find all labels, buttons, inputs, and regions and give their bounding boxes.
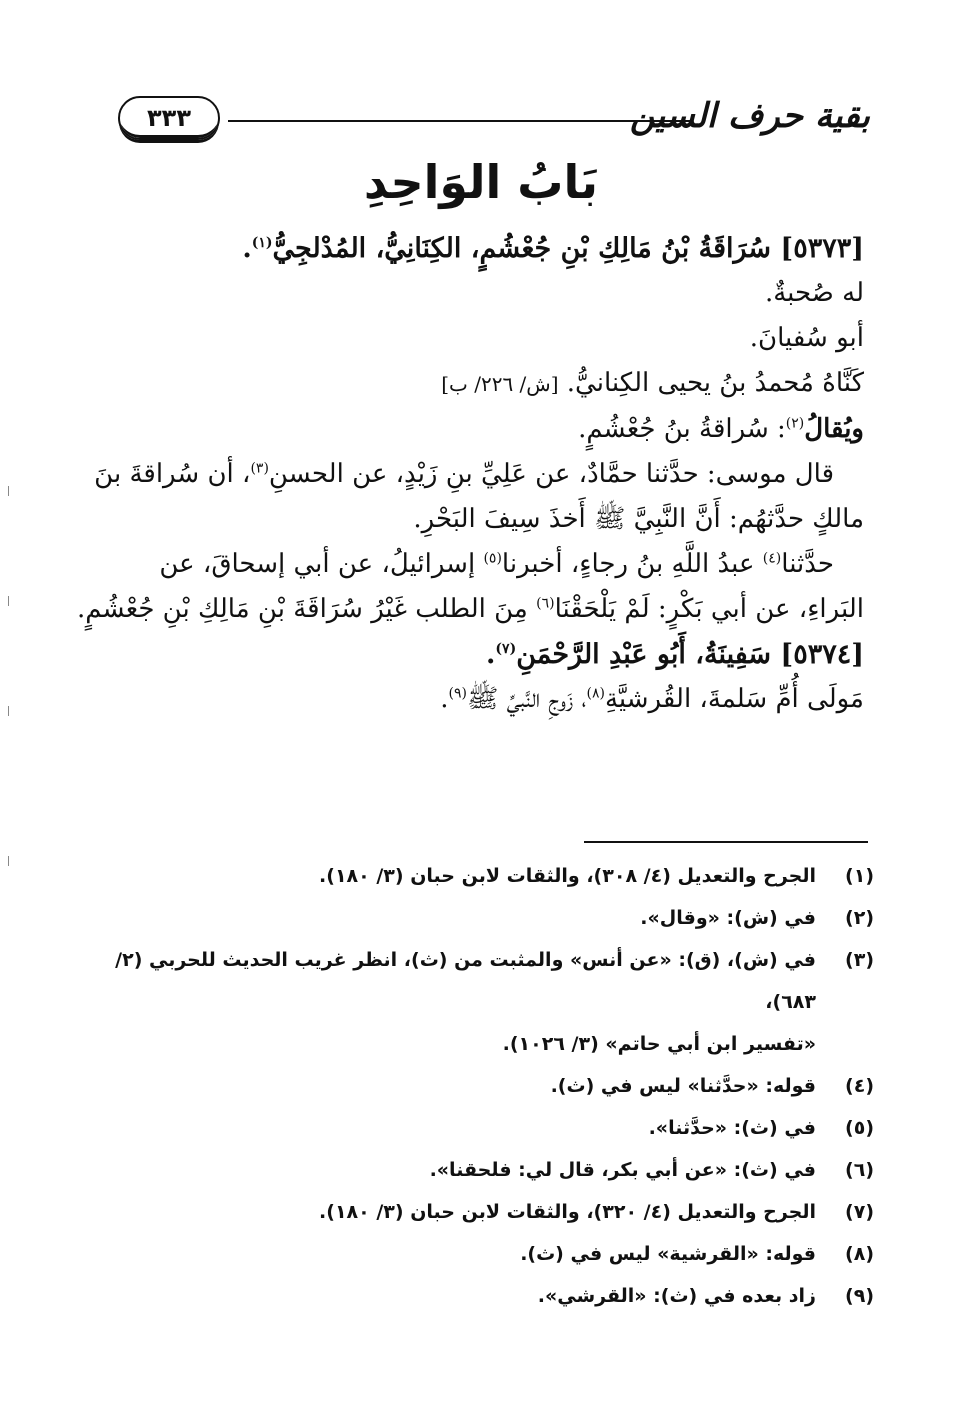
main-text [77,226,864,722]
footnote-text [84,939,816,1065]
footnote-ref[interactable]: (٥) [483,550,502,567]
narration-2-line-1 [124,542,864,587]
scan-mark [8,706,9,716]
entry-heading-text: [٥٣٧٤] سَفِينَةُ، أَبُو عَبْدِ الرَّحْمَنِ [516,639,864,670]
footnote-text: قوله: «حدَّثنا» ليس في (ث). [550,1075,816,1097]
footnote-text: في (ث): «عن أبي بكر، قال لي: فلحقنا». [429,1159,816,1181]
header-rule [228,120,692,122]
punctuation: . [486,639,496,670]
running-header [118,88,870,150]
footnote-item [84,1065,874,1107]
footnote-text-line: في (ش)، (ق): «عن أنس» والمثبت من (ث)، انظر غريب الحديث للحربي (٢/ ٦٨٣)، [115,949,816,1013]
entry-heading-text: [٥٣٧٣] سُرَاقَةُ بْنُ مَالِكِ بْنِ جُعْشُمٍ، الكِنَانِيُّ، المُدْلجِيُّ [272,233,864,264]
alt-name-text: : سُراقةُ بنُ جُعْشُمٍ. [578,414,786,444]
footnote-number: (٢) [845,907,874,929]
scan-mark [8,856,9,866]
kunya-source: كَنَّاهُ مُحمدُ بنُ يحيى الكِنانيُّ. [566,368,864,398]
footnote-ref[interactable]: (٧) [495,641,517,657]
footnote-item [84,1191,874,1233]
footnote-text: في (ث): «حدَّثنا». [648,1117,816,1139]
page-number: ٣٣٣ [118,96,220,140]
narration-text: ، أن سُراقةَ بنَ [94,459,251,489]
footnote-text: قوله: «القرشية» ليس في (ث). [520,1243,816,1265]
narration-text: عبدُ اللَّهِ بنُ رجاءٍ، أخبرنا [501,549,763,579]
footnote-text: الجرح والتعديل (٤/ ٣٢٠)، والثقات لابن حبان (٣/ ١٨٠). [319,1201,816,1223]
footnote-item [84,1275,874,1317]
narration-text: مِنَ الطلب غَيْرُ سُرَاقَةَ بْنِ مَالِكِ بْنِ جُعْشُمٍ. [77,594,537,624]
footnote-item [84,855,874,897]
narration-1-line-1 [94,452,864,497]
narration-text: حدَّثنا [781,549,834,579]
footnote-item [84,939,874,1065]
footnote-item [84,1233,874,1275]
footnote-number: (٦) [845,1159,874,1181]
narration-text: البَراءِ، عن أبي بَكْرٍ: لَمْ يَلْحَقْنَا [554,594,864,624]
running-title: بقية حرف السين [629,96,870,136]
scan-mark [8,486,9,496]
folio-marker: [ش/ ٢٢٦/ ب] [441,372,559,396]
footnote-ref[interactable]: (٤) [762,550,782,567]
narration-2-line-2 [77,587,864,632]
footnote-number: (٨) [845,1243,874,1265]
footnote-text: في (ش): «وقال». [640,907,816,929]
chapter-heading: بَابُ الوَاحِدِ [363,155,599,209]
footnote-number: (١) [845,865,874,887]
footnote-ref[interactable]: (٦) [536,595,555,612]
kunya-line: أبو سُفيانَ. [749,323,864,353]
footnote-number: (٩) [845,1285,874,1307]
alt-name-label: ويُقالُ [804,414,864,444]
narration-text: قال موسى: حدَّثنا حمَّادٌ، عن عَلِيِّ بنِ زَيْدٍ، عن الحسنِ [268,459,834,489]
mawla-line [124,677,864,722]
footnote-text-line: «تفسير ابن أبي حاتم» (٣/ ١٠٢٦). [502,1033,816,1055]
alt-name-line [124,407,864,452]
footnote-ref[interactable]: (٢) [785,415,805,432]
footnote-ref[interactable]: (٨) [586,685,605,702]
punctuation: . [440,684,449,714]
footnote-number: (٣) [845,949,874,971]
kunya-source-line [124,361,864,407]
footnote-number: (٤) [845,1075,874,1097]
footnote-ref[interactable]: (٣) [250,460,269,477]
footnote-separator [584,841,868,843]
footnote-text: الجرح والتعديل (٤/ ٣٠٨)، والثقات لابن حبان (٣/ ١٨٠). [319,865,816,887]
entry-heading-5373 [124,226,864,271]
footnote-ref[interactable]: (١) [251,235,273,251]
footnotes-list [84,855,874,1317]
narration-1-line-2: مالكٍ حدَّثهُم: أَنَّ النَّبِيَّ ﷺ أَخذَ سِيفَ البَحْرِ. [413,504,864,534]
footnote-number: (٧) [845,1201,874,1223]
footnote-item [84,1107,874,1149]
companion-line: له صُحبةٌ. [764,278,864,308]
footnote-number: (٥) [845,1117,874,1139]
mawla-text: ، زَوجِ النَّبيِّ ﷺ [466,684,587,714]
footnote-item [84,897,874,939]
footnote-item [84,1149,874,1191]
footnote-text: زاد بعده في (ث): «القرشي». [537,1285,816,1307]
scan-mark [8,596,9,606]
punctuation: . [242,233,252,264]
footnote-ref[interactable]: (٩) [448,685,467,702]
mawla-text: مَولَى أُمِّ سَلمةَ، القُرشيَّةِ [604,684,864,714]
narration-text: إسرائيلُ، عن أبي إسحاقَ، عن [159,549,484,579]
entry-heading-5374 [124,632,864,677]
